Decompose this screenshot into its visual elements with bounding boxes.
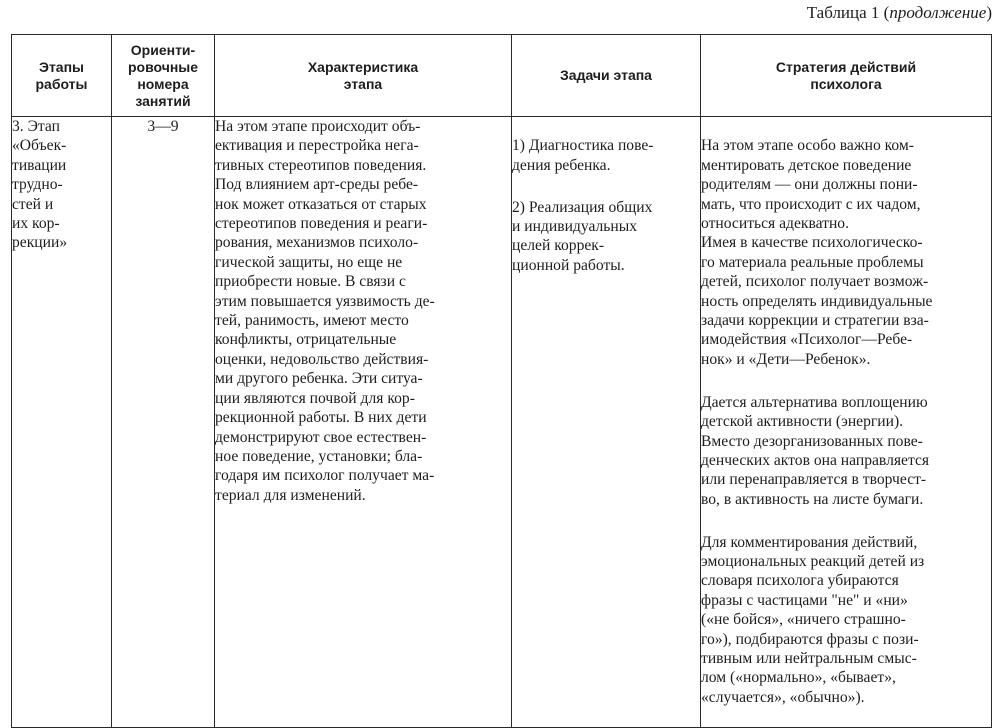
table-caption [807,2,992,24]
header-tasks: Задачи этапа [512,35,701,117]
sessions-cell: 3—9 [112,117,215,728]
table-row [12,117,992,728]
tasks-cell [512,117,701,728]
task-item: 1) Диагностика пове- дения ребенка. [512,137,654,174]
task-item: 2) Реализация общих и индивидуальных целей коррек- ционной работы. [512,198,653,274]
caption-suffix: ) [986,3,992,22]
stages-table [11,34,992,728]
strategy-paragraph: Для комментирования действий, эмоциональных реакций детей из словаря психолога убираются фразы с частицами "не" и «ни» («не бойся», «ничего страшно- го»), подбираются фразы с пози- тивным или нейтральным смыс- лом («нормально», «бывает», «случается», «обычно»). [701,533,925,706]
strategy-paragraph: Дается альтернатива воплощению детской активности (энергии). Вместо дезорганизованных пове- денческих актов она направляется или перенаправляется в творчест- во, в активность на листе бумаги. [701,393,930,508]
header-row [12,35,992,117]
caption-prefix: Таблица 1 ( [806,3,890,22]
header-session-numbers: Ориенти- ровочные номера занятий [112,35,215,117]
header-strategy: Стратегия действий психолога [701,35,992,117]
strategy-cell [701,117,992,728]
characteristic-cell: На этом этапе происходит объ- ективация и перестройка нега- тивных стереотипов поведения. Под влиянием арт-среды ребе- нок может отказаться от старых стереотипов поведения и реаги- рования, механизмов психоло- гической защиты, но еще не приобрести новые. В связи с этим повышается уязвимость де- тей, ранимость, имеют место конфликты, отрицательные оценки, недовольство действия- ми другого ребенка. Эти ситуа- ции являются почвой для кор- рекционной работы. В них дети демонстрируют свое естествен- ное поведение, установки; бла- годаря им психолог получает ма- териал для изменений. [215,117,512,728]
caption-italic: продолжение [889,3,987,22]
stage-cell: 3. Этап «Объек- тивации трудно- стей и их кор- рекции» [12,117,112,728]
header-characteristic: Характеристика этапа [215,35,512,117]
header-stages: Этапы работы [12,35,112,117]
strategy-paragraph: На этом этапе особо важно ком- ментировать детское поведение родителям — они должны пони- мать, что происходит с их чадом, относиться адекватно. Имея в качестве психологическо- го материала реальные проблемы детей, психолог получает возмож- ность определять индивидуальные задачи коррекции и стратегии вза- имодействия «Психолог—Ребе- нок» и «Дети—Ребенок». [701,137,933,368]
